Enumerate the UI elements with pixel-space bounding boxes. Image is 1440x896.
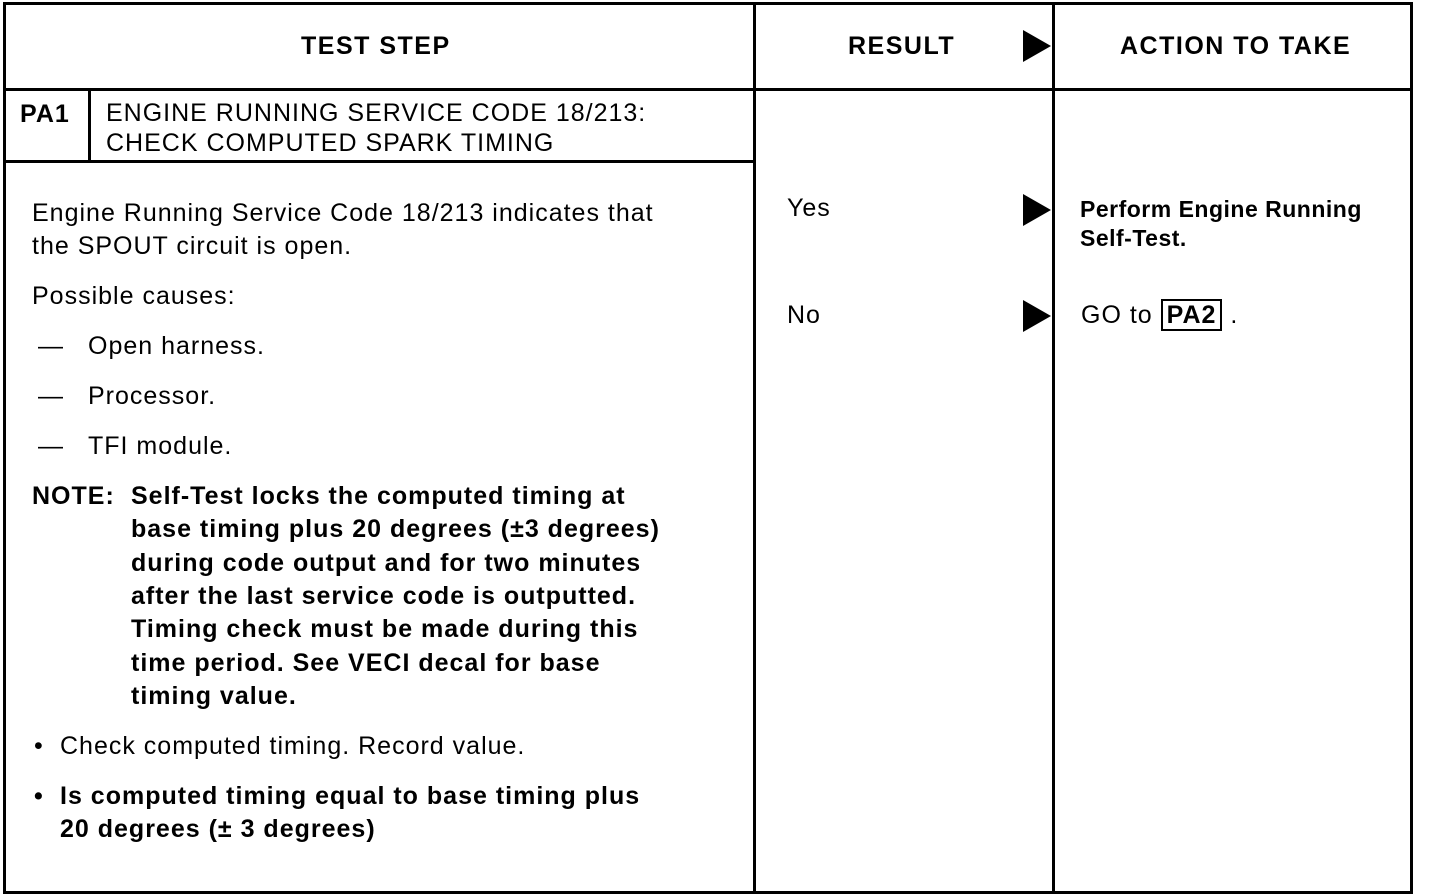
cause-item-1: Open harness.: [88, 332, 265, 360]
intro-line2: the SPOUT circuit is open.: [32, 232, 353, 260]
step-id: PA1: [20, 100, 70, 128]
result-yes: Yes: [787, 194, 831, 222]
note-label: NOTE:: [32, 482, 115, 510]
step-box-bottom: [3, 160, 755, 163]
header-arrow-icon: [1023, 30, 1051, 62]
step-id-divider: [88, 88, 91, 162]
step-ref-pa2[interactable]: PA2: [1161, 299, 1223, 331]
column-divider-1: [753, 2, 756, 894]
action-yes-line1: Perform Engine Running: [1080, 196, 1362, 222]
note-line-2: base timing plus 20 degrees (±3 degrees): [131, 515, 660, 543]
header-result: RESULT: [848, 32, 956, 60]
header-action: ACTION TO TAKE: [1120, 32, 1352, 60]
causes-label: Possible causes:: [32, 282, 236, 310]
cause-item-2: Processor.: [88, 382, 217, 410]
note-line-5: Timing check must be made during this: [131, 615, 639, 643]
cause-item-3: TFI module.: [88, 432, 233, 460]
note-line-7: timing value.: [131, 682, 297, 710]
cause-dash-1: —: [38, 332, 64, 360]
bullet-item-2-line1: Is computed timing equal to base timing plus: [60, 782, 641, 810]
note-line-3: during code output and for two minutes: [131, 549, 642, 577]
note-line-1: Self-Test locks the computed timing at: [131, 482, 626, 510]
note-line-4: after the last service code is outputted.: [131, 582, 637, 610]
action-yes-line2: Self-Test.: [1080, 225, 1187, 251]
result-yes-arrow-icon: [1023, 194, 1051, 226]
bullet-dot-2: •: [34, 782, 44, 810]
result-no-arrow-icon: [1023, 300, 1051, 332]
intro-line1: Engine Running Service Code 18/213 indicates that: [32, 199, 654, 227]
header-test-step: TEST STEP: [301, 32, 451, 60]
cause-dash-2: —: [38, 382, 64, 410]
column-divider-2: [1052, 2, 1055, 894]
action-no: [1081, 299, 1238, 332]
action-no-prefix: GO to: [1081, 301, 1153, 329]
result-no: No: [787, 301, 821, 329]
bullet-dot-1: •: [34, 732, 44, 760]
step-title-line2: CHECK COMPUTED SPARK TIMING: [106, 129, 555, 157]
note-line-6: time period. See VECI decal for base: [131, 649, 601, 677]
bullet-item-2-line2: 20 degrees (± 3 degrees): [60, 815, 376, 843]
bullet-item-1: Check computed timing. Record value.: [60, 732, 526, 760]
step-title-line1: ENGINE RUNNING SERVICE CODE 18/213:: [106, 99, 647, 127]
header-divider: [3, 88, 1413, 91]
action-no-suffix: .: [1230, 301, 1239, 329]
cause-dash-3: —: [38, 432, 64, 460]
